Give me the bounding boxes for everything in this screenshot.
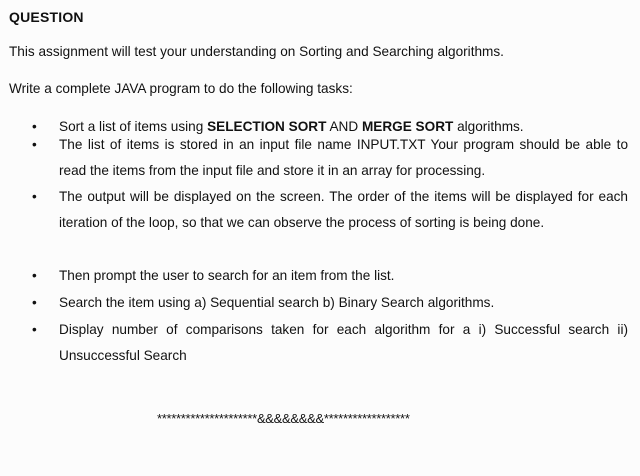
bullet-icon: • xyxy=(32,268,37,283)
instruction-paragraph: Write a complete JAVA program to do the following tasks: xyxy=(9,81,353,96)
question-heading: QUESTION xyxy=(9,9,84,25)
intro-paragraph: This assignment will test your understanding on Sorting and Searching algorithms. xyxy=(9,44,504,59)
task-text-part: AND xyxy=(326,119,362,134)
bullet-icon: • xyxy=(32,295,37,310)
task-text: The list of items is stored in an input file name INPUT.TXT Your program should be able to read the items from the input file and store it in an array for processing. xyxy=(59,137,628,178)
task-text-part: algorithms. xyxy=(453,119,524,134)
bullet-icon: • xyxy=(32,189,37,204)
task-text: The output will be displayed on the screen. The order of the items will be displayed for each iteration of the loop, so that we can observe the process of sorting is being done. xyxy=(59,189,628,230)
task-text: Search the item using a) Sequential search b) Binary Search algorithms. xyxy=(59,295,495,310)
task-text: Display number of comparisons taken for each algorithm for a i) Successful search ii) Unsuccessful Search xyxy=(59,322,628,363)
bullet-icon: • xyxy=(32,119,37,134)
merge-sort-term: MERGE SORT xyxy=(361,119,454,134)
task-text-part: Sort a list of items using xyxy=(59,119,208,134)
bullet-icon: • xyxy=(32,137,37,152)
selection-sort-term: SELECTION SORT xyxy=(207,119,327,134)
footer-separator: *********************&&&&&&&&****************** xyxy=(157,411,410,426)
bullet-icon: • xyxy=(32,322,37,337)
task-text: Then prompt the user to search for an item from the list. xyxy=(59,268,395,283)
